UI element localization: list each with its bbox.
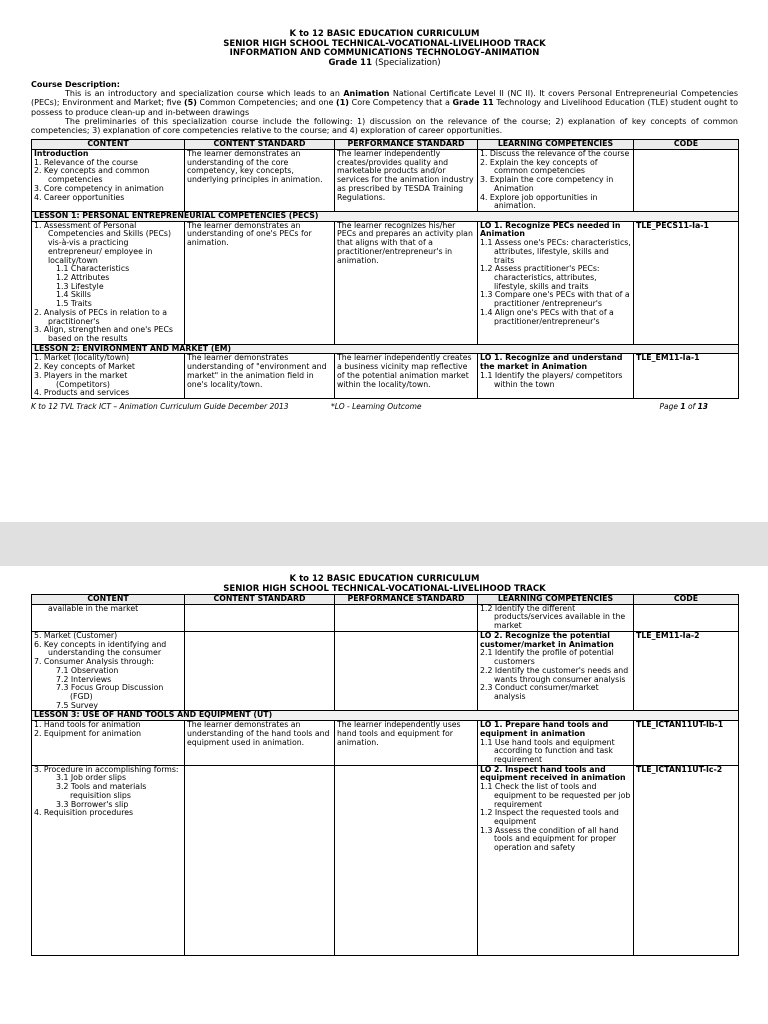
list-item: 7.5 Survey — [56, 700, 98, 710]
content-list — [34, 721, 182, 738]
column-header: PERFORMANCE STANDARD — [335, 595, 478, 605]
desc-text: Technology and Livelihood Education (TLE) student ought to possess to produce clean-up and in-between drawings — [31, 98, 738, 117]
course-description-p2: The preliminaries of this specialization course include the following: 1) discussion on the relevance of the course; 2) explanation of key concepts of common competencies; 3) explanation of core competencies relative to the course; and 4) exploration of career opportunities. — [31, 116, 738, 135]
content-standard-cell: The learner demonstrates understanding of "environment and market" in the animation field in one's locality/town. — [185, 354, 335, 399]
list-item: 6. Key concepts in identifying and understanding the consumer — [34, 639, 167, 658]
code-cell: TLE_ICTAN11UT-Ib-1 — [634, 721, 739, 766]
code-cell: TLE_PECS11-Ia-1 — [634, 221, 739, 344]
list-item: 4. Explore job opportunities in animation. — [480, 192, 598, 211]
content-standard-cell — [185, 604, 335, 631]
table-row — [32, 149, 739, 211]
content-cell — [32, 354, 185, 399]
code-cell: TLE_EM11-Ia-2 — [634, 631, 739, 710]
competency-list — [480, 372, 631, 389]
list-item: 1. Hand tools for animation — [34, 720, 141, 730]
list-item: 4. Products and services — [34, 388, 130, 398]
list-item: 3.3 Borrower's slip — [56, 799, 129, 809]
content-cell — [32, 721, 185, 766]
list-item: 1. Assessment of Personal Competencies and Skills (PECs) vis-à-vis a practicing entrepreneur/ employee in locality/town — [34, 220, 172, 265]
footer-page-total: 13 — [697, 402, 708, 412]
content-standard-cell: The learner demonstrates an understanding of the hand tools and equipment used in animation. — [185, 721, 335, 766]
content-cell — [32, 765, 185, 955]
footer-page-text: of — [685, 402, 698, 412]
list-item: 1.4 Align one's PECs with that of a practitioner/entrepreneur's — [480, 307, 614, 326]
list-item: 1.2 Inspect the requested tools and equipment — [480, 808, 619, 826]
list-item: 4. Career opportunities — [34, 192, 125, 202]
list-item: 3. Align, strengthen and one's PECs based on the results — [34, 325, 173, 343]
list-item: 1.1 Check the list of tools and equipment to be requested per job requirement — [480, 782, 631, 809]
code-cell — [634, 149, 739, 211]
list-item: 1.1 Identify the players/ competitors within the town — [480, 370, 623, 389]
column-header: CONTENT — [32, 140, 185, 150]
content-list — [34, 222, 182, 344]
curriculum-page-1 — [31, 30, 738, 413]
header-line-4 — [31, 59, 738, 69]
learning-outcome: LO 1. Recognize and understand the market in Animation — [480, 353, 623, 372]
page-separator — [0, 522, 768, 566]
performance-standard-cell: The learner independently creates/provides quality and marketable products and/or services for the animation industry as prescribed by TESDA Training Regulations. — [335, 149, 478, 211]
list-item: 1.1 Assess one's PECs: characteristics, attributes, lifestyle, skills and traits — [480, 238, 631, 265]
curriculum-table — [31, 594, 739, 956]
column-header: LEARNING COMPETENCIES — [478, 140, 634, 150]
list-item: 7.2 Interviews — [56, 674, 112, 684]
learning-outcome: LO 2. Recognize the potential customer/market in Animation — [480, 630, 614, 649]
content-standard-cell: The learner demonstrates an understanding of the core competency, key concepts, underlying principles in animation. — [185, 149, 335, 211]
header-line-2: SENIOR HIGH SCHOOL TECHNICAL-VOCATIONAL-LIVELIHOOD TRACK — [223, 583, 546, 594]
code-cell: TLE_EM11-Ia-1 — [634, 354, 739, 399]
code-cell — [634, 604, 739, 631]
column-header: CODE — [634, 140, 739, 150]
table-row — [32, 631, 739, 710]
competencies-cell — [478, 221, 634, 344]
lesson-title: LESSON 2: ENVIRONMENT AND MARKET (EM) — [32, 344, 739, 354]
content-standard-cell: The learner demonstrates an understanding of one's PECs for animation. — [185, 221, 335, 344]
list-item: 3. Core competency in animation — [34, 183, 164, 193]
list-item: 5. Market (Customer) — [34, 630, 118, 640]
competencies-cell — [478, 354, 634, 399]
competency-list — [480, 739, 631, 765]
list-item: 1.5 Traits — [56, 299, 92, 309]
content-list — [34, 354, 182, 398]
content-list — [34, 159, 182, 203]
curriculum-table — [31, 139, 739, 399]
grade-sub: (Specialization) — [374, 57, 441, 68]
footer-guide-title: K to 12 TVL Track ICT – Animation Curriculum Guide December 2013 — [31, 402, 289, 412]
footer-lo-note: *LO - Learning Outcome — [331, 402, 422, 412]
course-description — [31, 80, 738, 135]
competency-list — [480, 649, 631, 701]
performance-standard-cell: The learner recognizes his/her PECs and prepares an activity plan that aligns with that of a practitioner/entrepreneur's in animation. — [335, 221, 478, 344]
list-item: 1.3 Lifestyle — [56, 281, 104, 291]
table-row — [32, 721, 739, 766]
footer-page-text: Page — [659, 402, 681, 412]
performance-standard-cell — [335, 765, 478, 955]
list-item: 7.1 Observation — [56, 665, 119, 675]
list-item: 2.2 Identify the customer's needs and wants through consumer analysis — [480, 665, 629, 684]
desc-text: Common Competencies; and one — [196, 98, 337, 108]
list-item: 2.3 Conduct consumer/market analysis — [480, 683, 599, 701]
intro-title: Introduction — [34, 148, 89, 158]
column-header: CONTENT — [32, 595, 185, 605]
content-cell: available in the market — [32, 604, 185, 631]
header-line-3: INFORMATION AND COMMUNICATIONS TECHNOLOGY–ANIMATION — [229, 48, 540, 59]
table-row — [32, 604, 739, 631]
content-cell — [32, 149, 185, 211]
header-line-2: SENIOR HIGH SCHOOL TECHNICAL-VOCATIONAL-LIVELIHOOD TRACK — [223, 38, 546, 49]
list-item: 2. Key concepts of Market — [34, 362, 135, 372]
list-item: 2. Key concepts and common competencies — [34, 166, 150, 185]
list-item: 3. Players in the market — [34, 370, 128, 380]
column-header: LEARNING COMPETENCIES — [478, 595, 634, 605]
list-item: 1. Discuss the relevance of the course — [480, 148, 630, 158]
page-header — [31, 30, 738, 68]
content-cell — [32, 221, 185, 344]
competencies-cell — [478, 631, 634, 710]
performance-standard-cell: The learner independently uses hand tools and equipment for animation. — [335, 721, 478, 766]
header-line-1: K to 12 BASIC EDUCATION CURRICULUM — [289, 29, 480, 39]
competencies-cell — [478, 765, 634, 955]
list-item: 3. Explain the core competency in Animation — [480, 175, 614, 193]
learning-outcome: LO 1. Recognize PECs needed in Animation — [480, 220, 621, 239]
list-item: 2.1 Identify the profile of potential customers — [480, 648, 614, 667]
table-row — [32, 221, 739, 344]
table-row — [32, 354, 739, 399]
header-line-1: K to 12 BASIC EDUCATION CURRICULUM — [289, 574, 480, 584]
grade-label: Grade 11 — [328, 57, 372, 68]
competencies-cell — [478, 604, 634, 631]
list-item: 3.1 Job order slips — [56, 773, 127, 783]
list-item: 1.2 Identify the different products/services available in the market — [480, 603, 626, 631]
footer-page-number — [659, 403, 708, 411]
table-header-row — [32, 140, 739, 150]
lesson-title: LESSON 3: USE OF HAND TOOLS AND EQUIPMENT (UT) — [32, 711, 739, 721]
list-item: 4. Requisition procedures — [34, 808, 134, 818]
code-cell: TLE_ICTAN11UT-Ic-2 — [634, 765, 739, 955]
desc-bold: (5) — [183, 98, 197, 108]
column-header: PERFORMANCE STANDARD — [335, 140, 478, 150]
competencies-cell — [478, 721, 634, 766]
competency-list — [480, 239, 631, 326]
list-item: 1.4 Skills — [56, 290, 91, 300]
column-header: CONTENT STANDARD — [185, 595, 335, 605]
page-header — [31, 575, 738, 594]
lesson-row — [32, 211, 739, 221]
competency-list — [480, 150, 631, 211]
column-header: CODE — [634, 595, 739, 605]
desc-text: Core Competency that a — [348, 98, 453, 108]
competency-list — [480, 605, 631, 631]
content-list — [34, 632, 182, 710]
performance-standard-cell: The learner independently creates a business vicinity map reflective of the potential animation market within the locality/town. — [335, 354, 478, 399]
content-cell — [32, 631, 185, 710]
desc-text: National Certificate Level II (NC II). It covers Personal Entrepreneurial Competencies (PECs); Environment and Market; five — [31, 89, 738, 108]
course-description-title: Course Description: — [31, 80, 120, 90]
list-item: 1. Market (locality/town) — [34, 353, 130, 363]
content-list — [34, 766, 182, 818]
desc-text: This is an introductory and specialization course which leads to an — [65, 89, 344, 99]
performance-standard-cell — [335, 631, 478, 710]
list-item: 2. Analysis of PECs in relation to a practitioner's — [34, 307, 167, 326]
footer-page-current: 1 — [680, 402, 686, 412]
list-item: 7. Consumer Analysis through: — [34, 657, 155, 667]
desc-bold: (1) — [336, 98, 349, 108]
list-item: 1.2 Attributes — [56, 272, 110, 282]
content-standard-cell — [185, 765, 335, 955]
list-item: 1.3 Compare one's PECs with that of a practitioner /entrepreneur's — [480, 290, 630, 309]
list-item: 3.2 Tools and materials requisition slips — [56, 782, 147, 800]
competencies-cell — [478, 149, 634, 211]
list-item: 1.2 Assess practitioner's PECs: characteristics, attributes, lifestyle, skills and traits — [480, 264, 600, 291]
list-item: 1. Relevance of the course — [34, 157, 138, 167]
list-item: 3. Procedure in accomplishing forms: — [34, 764, 179, 774]
course-description-p1 — [31, 89, 738, 117]
content-standard-cell — [185, 631, 335, 710]
column-header: CONTENT STANDARD — [185, 140, 335, 150]
desc-bold: Animation — [343, 89, 390, 99]
list-item: 1.1 Characteristics — [56, 264, 130, 274]
list-item: 2. Explain the key concepts of common competencies — [480, 157, 598, 176]
list-item: (Competitors) — [56, 379, 110, 389]
list-item: 2. Equipment for animation — [34, 728, 142, 738]
page-footer — [31, 403, 738, 413]
learning-outcome: LO 1. Prepare hand tools and equipment in animation — [480, 720, 609, 738]
curriculum-page-2 — [31, 575, 738, 956]
competency-list — [480, 783, 631, 853]
table-row — [32, 765, 739, 955]
list-item: 1.3 Assess the condition of all hand tools and equipment for proper operation and safety — [480, 825, 619, 853]
list-item: 1.1 Use hand tools and equipment according to function and task requirement — [480, 737, 615, 764]
performance-standard-cell — [335, 604, 478, 631]
lesson-title: LESSON 1: PERSONAL ENTREPRENEURIAL COMPETENCIES (PECS) — [32, 211, 739, 221]
learning-outcome: LO 2. Inspect hand tools and equipment received in animation — [480, 764, 626, 783]
desc-bold: Grade 11 — [452, 98, 494, 108]
list-item: 7.3 Focus Group Discussion (FGD) — [56, 683, 164, 701]
table-header-row — [32, 595, 739, 605]
